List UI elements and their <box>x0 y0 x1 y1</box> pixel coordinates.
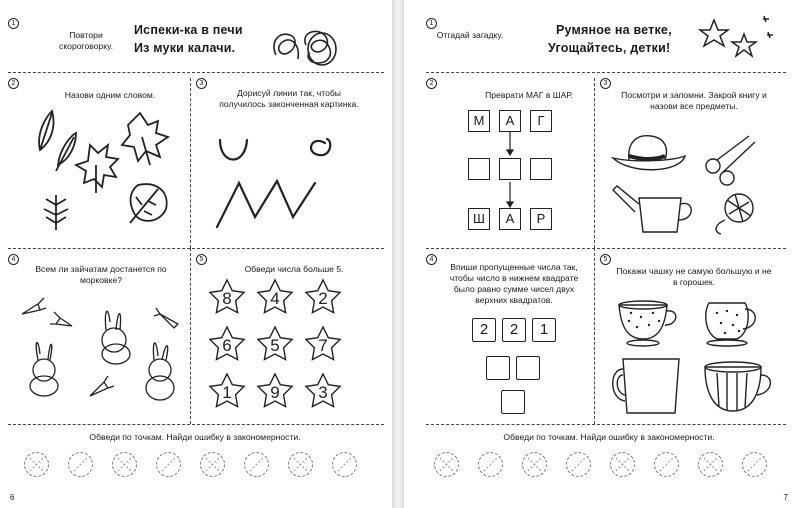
divider <box>8 248 384 249</box>
divider <box>190 248 191 424</box>
divider <box>426 424 786 425</box>
task-number: 3 <box>600 78 611 89</box>
number-stars <box>205 280 355 420</box>
number-box: 2 <box>472 318 496 342</box>
dotted-circle[interactable] <box>566 452 591 477</box>
letter-box: Г <box>530 110 552 132</box>
right-page <box>404 0 798 508</box>
star-number: 3 <box>318 383 328 402</box>
diagonal-strokes-icon <box>434 452 459 477</box>
star-number: 7 <box>318 336 328 355</box>
divider <box>190 78 191 248</box>
number-box-empty[interactable] <box>516 356 540 380</box>
diagonal-strokes-icon <box>112 452 137 477</box>
task-instruction: Обведи числа больше 5. <box>244 264 344 274</box>
dotted-circle[interactable] <box>654 452 679 477</box>
dotted-circle[interactable] <box>478 452 503 477</box>
diagonal-strokes-icon <box>244 452 269 477</box>
star-number: 6 <box>222 336 232 355</box>
task-number: 2 <box>8 78 19 89</box>
diagonal-strokes-icon <box>68 452 93 477</box>
footer-instruction: Обведи по точкам. Найди ошибку в закономерности. <box>89 432 301 442</box>
divider <box>594 248 595 424</box>
diagonal-strokes-icon <box>24 452 49 477</box>
number-box: 1 <box>532 318 556 342</box>
page-number: 6 <box>10 493 15 502</box>
diagonal-strokes-icon <box>566 452 591 477</box>
diagonal-strokes-icon <box>522 452 547 477</box>
task-number: 5 <box>600 254 611 265</box>
dotted-circle[interactable] <box>112 452 137 477</box>
pretzel-icon <box>270 25 350 70</box>
memory-objects <box>609 128 779 238</box>
task-instruction: Преврати МАГ в ШАР. <box>485 90 573 100</box>
dotted-circle[interactable] <box>200 452 225 477</box>
riddle-line-2: Угощайтесь, детки! <box>548 41 671 55</box>
dotted-circle[interactable] <box>434 452 459 477</box>
diagonal-strokes-icon <box>610 452 635 477</box>
task-instruction: Дорисуй линии так, чтобы получилось законченная картинка. <box>219 88 359 109</box>
star-number: 9 <box>270 383 280 402</box>
diagonal-strokes-icon <box>200 452 225 477</box>
diagonal-strokes-icon <box>156 452 181 477</box>
letter-box-empty[interactable] <box>468 158 490 180</box>
left-page <box>0 0 392 508</box>
dotted-circle[interactable] <box>522 452 547 477</box>
footer-instruction: Обведи по точкам. Найди ошибку в закономерности. <box>503 432 715 442</box>
stars-decoration-icon <box>694 12 784 62</box>
number-box: 2 <box>502 318 526 342</box>
letter-box: А <box>499 208 521 230</box>
divider <box>426 248 786 249</box>
diagonal-strokes-icon <box>288 452 313 477</box>
book-gutter <box>392 0 404 508</box>
cups-illustration <box>609 295 784 420</box>
divider <box>594 78 595 248</box>
dotted-circle[interactable] <box>742 452 767 477</box>
riddle-line-1: Румяное на ветке, <box>556 23 672 37</box>
leaves-illustration <box>30 105 180 235</box>
letter-box: Р <box>530 208 552 230</box>
letter-box-empty[interactable] <box>499 158 521 180</box>
diagonal-strokes-icon <box>332 452 357 477</box>
dotted-circle[interactable] <box>244 452 269 477</box>
diagonal-strokes-icon <box>698 452 723 477</box>
number-box-empty[interactable] <box>486 356 510 380</box>
letter-box: Ш <box>468 208 490 230</box>
task-number: 3 <box>196 78 207 89</box>
star-number: 2 <box>318 289 328 308</box>
letter-box: М <box>468 110 490 132</box>
number-box-empty[interactable] <box>501 390 525 414</box>
letter-box-empty[interactable] <box>530 158 552 180</box>
diagonal-strokes-icon <box>654 452 679 477</box>
letter-box: А <box>499 110 521 132</box>
dotted-circle[interactable] <box>156 452 181 477</box>
dotted-circle[interactable] <box>24 452 49 477</box>
task-number: 2 <box>426 78 437 89</box>
divider <box>8 72 384 73</box>
star-number: 5 <box>270 336 280 355</box>
task-instruction: Впиши пропущенные числа так, чтобы число в нижнем квадрате было равно сумме чисел двух верхних квадратов. <box>449 262 579 305</box>
page-number: 7 <box>783 493 788 502</box>
dotted-circle[interactable] <box>610 452 635 477</box>
task-instruction: Отгадай загадку. <box>436 30 504 40</box>
dotted-circle[interactable] <box>332 452 357 477</box>
task-number: 4 <box>426 254 437 265</box>
task-number: 1 <box>8 18 19 29</box>
diagonal-strokes-icon <box>742 452 767 477</box>
star-number: 8 <box>222 289 232 308</box>
dotted-circle[interactable] <box>698 452 723 477</box>
task-instruction: Всем ли зайчатам достанется по морковке? <box>35 264 167 285</box>
divider <box>8 424 384 425</box>
task-instruction: Повтори скороговорку. <box>59 30 113 51</box>
tongue-twister-line-2: Из муки калачи. <box>134 41 236 55</box>
star-number: 4 <box>270 289 280 308</box>
task-instruction: Посмотри и запомни. Закрой книгу и назови все предметы. <box>621 90 767 111</box>
divider <box>426 72 786 73</box>
dotted-circle[interactable] <box>288 452 313 477</box>
task-instruction: Назови одним словом. <box>64 90 156 100</box>
bunnies-and-carrots <box>20 290 190 410</box>
task-instruction: Покажи чашку не самую большую и не в горошек. <box>616 266 772 287</box>
star-number: 1 <box>222 383 232 402</box>
task-number: 4 <box>8 254 19 265</box>
tongue-twister-line-1: Испеки-ка в печи <box>134 23 243 37</box>
dotted-circle[interactable] <box>68 452 93 477</box>
unfinished-lines <box>215 135 345 235</box>
diagonal-strokes-icon <box>478 452 503 477</box>
task-number: 1 <box>426 18 437 29</box>
task-number: 5 <box>196 254 207 265</box>
